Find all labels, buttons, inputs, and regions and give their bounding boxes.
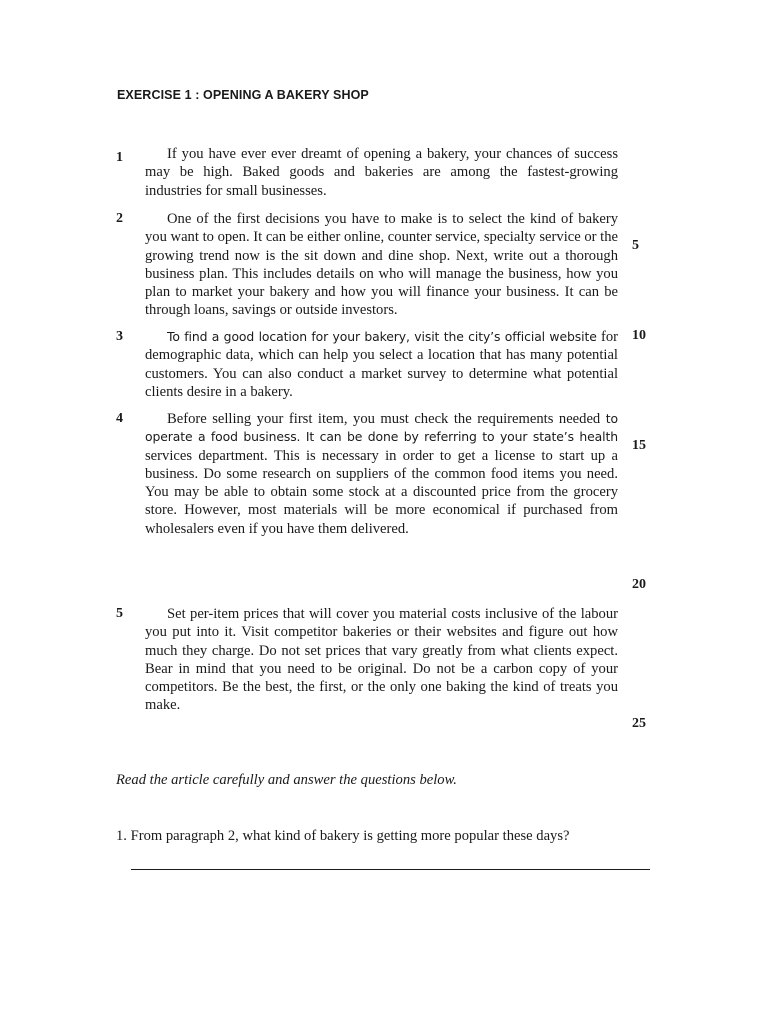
- paragraph-number: 4: [116, 411, 123, 426]
- paragraph-text: [145, 328, 618, 401]
- paragraph-body-text: services department. This is necessary in order to get a license to start up a business. Do some research on suppliers of the common food items you need. You may be able to obtain some stock at a discounted price from the grocery store. However, most materials will be more economical if purchased from wholesalers even if you have them delivered.: [145, 447, 618, 537]
- paragraph-number: 1: [116, 150, 123, 165]
- paragraph-text: [145, 410, 618, 538]
- paragraph-lead-text: To find a good location for your bakery, visit the city’s official website: [167, 329, 597, 344]
- paragraph-body-text: for demographic data, which can help you select a location that has many potential customers. You can also conduct a market survey to determine what potential clients desire in a bakery.: [145, 329, 618, 400]
- line-number-15: 15: [632, 438, 646, 453]
- paragraph-4: [116, 410, 618, 538]
- paragraph-mono-text: to operate a food business. It can be done by referring to your state’s health: [145, 411, 618, 445]
- paragraph-text: One of the first decisions you have to make is to select the kind of bakery you want to open. It can be either online, counter service, specialty service or the growing trend now is the sit down and dine shop. Next, write out a thorough business plan. This includes details on who will manage the business, how you plan to market your bakery and how you will finance your business. It can be through loans, savings or outside investors.: [145, 211, 618, 319]
- paragraph-5: [116, 605, 618, 715]
- paragraph-number: 5: [116, 606, 123, 621]
- paragraph-2: [116, 210, 618, 320]
- paragraph-3: [116, 328, 618, 401]
- line-number-10: 10: [632, 328, 646, 343]
- paragraph-text: If you have ever ever dreamt of opening a bakery, your chances of success may be high. Baked goods and bakeries are among the fastest-growing industries for small businesses.: [145, 146, 618, 199]
- exercise-title: EXERCISE 1 : OPENING A BAKERY SHOP: [117, 88, 369, 102]
- answer-line-1[interactable]: [131, 869, 650, 870]
- paragraph-text: Set per-item prices that will cover you material costs inclusive of the labour you put into it. Visit competitor bakeries or their websites and figure out how much they charge. Do not set prices that vary greatly from what clients expect. Bear in mind that you need to be original. Do not be a carbon copy of your competitors. Be the best, the first, or the only one baking the kind of treats you make.: [145, 606, 618, 714]
- line-number-5: 5: [632, 238, 639, 253]
- instruction-text: Read the article carefully and answer the questions below.: [116, 772, 457, 788]
- paragraph-1: [116, 145, 618, 200]
- line-number-20: 20: [632, 577, 646, 592]
- paragraph-lead-text: Before selling your first item, you must check the requirements needed: [167, 411, 601, 427]
- line-number-25: 25: [632, 716, 646, 731]
- paragraph-number: 2: [116, 211, 123, 226]
- question-1: 1. From paragraph 2, what kind of bakery is getting more popular these days?: [116, 828, 570, 844]
- paragraph-number: 3: [116, 329, 123, 344]
